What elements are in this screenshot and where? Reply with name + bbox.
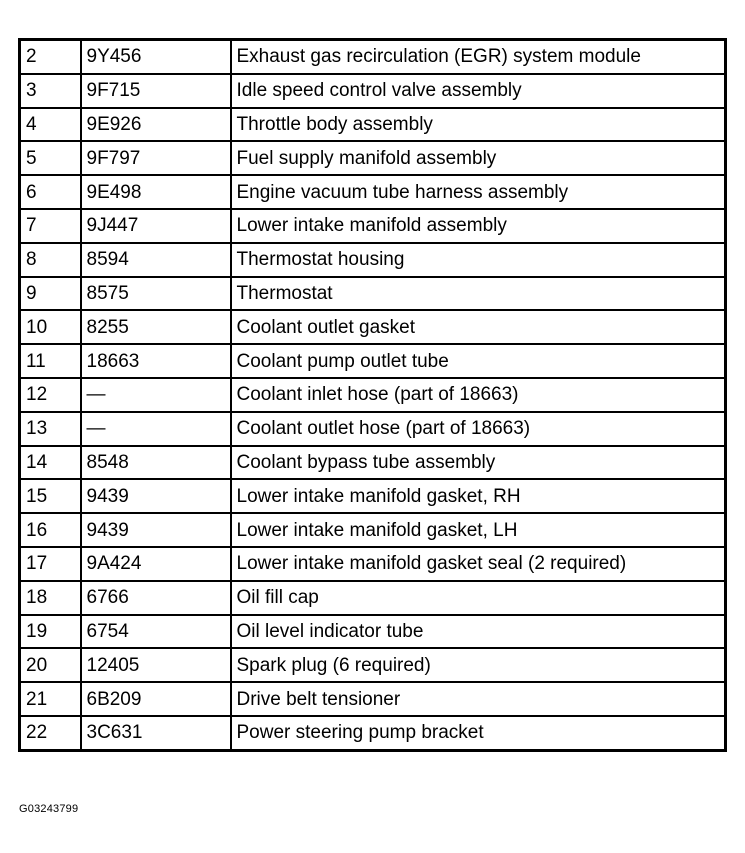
part-number-cell: 12405 [81,648,231,682]
part-number-cell: 18663 [81,344,231,378]
item-number-cell: 3 [20,74,81,108]
item-number-cell: 14 [20,446,81,480]
item-number-cell: 22 [20,716,81,750]
table-row [20,479,726,513]
item-number-cell: 9 [20,277,81,311]
description-cell: Coolant pump outlet tube [231,344,726,378]
table-row [20,209,726,243]
item-number-cell: 7 [20,209,81,243]
item-number-cell: 18 [20,581,81,615]
description-cell: Coolant bypass tube assembly [231,446,726,480]
part-number-cell: 8594 [81,243,231,277]
item-number-cell: 6 [20,175,81,209]
description-cell: Fuel supply manifold assembly [231,141,726,175]
table-row [20,344,726,378]
part-number-cell: 6754 [81,615,231,649]
parts-table-body [20,40,726,751]
table-row [20,716,726,750]
part-number-cell: 9F797 [81,141,231,175]
table-row [20,615,726,649]
table-row [20,108,726,142]
item-number-cell: 19 [20,615,81,649]
item-number-cell: 13 [20,412,81,446]
table-row [20,40,726,74]
description-cell: Lower intake manifold assembly [231,209,726,243]
item-number-cell: 4 [20,108,81,142]
description-cell: Oil fill cap [231,581,726,615]
part-number-cell: 9E498 [81,175,231,209]
description-cell: Spark plug (6 required) [231,648,726,682]
item-number-cell: 2 [20,40,81,74]
table-row [20,682,726,716]
item-number-cell: 12 [20,378,81,412]
description-cell: Lower intake manifold gasket, RH [231,479,726,513]
table-row [20,547,726,581]
description-cell: Power steering pump bracket [231,716,726,750]
table-row [20,74,726,108]
part-number-cell: 6766 [81,581,231,615]
part-number-cell: 9E926 [81,108,231,142]
part-number-cell: 3C631 [81,716,231,750]
parts-table [18,38,727,752]
part-number-cell: 9A424 [81,547,231,581]
table-row [20,648,726,682]
description-cell: Thermostat [231,277,726,311]
description-cell: Coolant inlet hose (part of 18663) [231,378,726,412]
description-cell: Drive belt tensioner [231,682,726,716]
description-cell: Lower intake manifold gasket, LH [231,513,726,547]
part-number-cell: 8255 [81,310,231,344]
description-cell: Exhaust gas recirculation (EGR) system module [231,40,726,74]
table-row [20,581,726,615]
part-number-cell: 6B209 [81,682,231,716]
table-row [20,446,726,480]
item-number-cell: 10 [20,310,81,344]
item-number-cell: 17 [20,547,81,581]
item-number-cell: 21 [20,682,81,716]
item-number-cell: 16 [20,513,81,547]
table-row [20,175,726,209]
table-row [20,378,726,412]
table-row [20,277,726,311]
item-number-cell: 11 [20,344,81,378]
description-cell: Coolant outlet hose (part of 18663) [231,412,726,446]
part-number-cell: — [81,378,231,412]
part-number-cell: 8548 [81,446,231,480]
item-number-cell: 8 [20,243,81,277]
item-number-cell: 20 [20,648,81,682]
table-row [20,141,726,175]
description-cell: Oil level indicator tube [231,615,726,649]
part-number-cell: — [81,412,231,446]
description-cell: Coolant outlet gasket [231,310,726,344]
item-number-cell: 15 [20,479,81,513]
table-row [20,310,726,344]
part-number-cell: 9439 [81,479,231,513]
description-cell: Idle speed control valve assembly [231,74,726,108]
table-row [20,513,726,547]
description-cell: Engine vacuum tube harness assembly [231,175,726,209]
description-cell: Lower intake manifold gasket seal (2 required) [231,547,726,581]
table-row [20,243,726,277]
figure-id: G03243799 [19,803,79,815]
part-number-cell: 9F715 [81,74,231,108]
part-number-cell: 9Y456 [81,40,231,74]
description-cell: Thermostat housing [231,243,726,277]
part-number-cell: 8575 [81,277,231,311]
description-cell: Throttle body assembly [231,108,726,142]
item-number-cell: 5 [20,141,81,175]
part-number-cell: 9439 [81,513,231,547]
table-row [20,412,726,446]
part-number-cell: 9J447 [81,209,231,243]
